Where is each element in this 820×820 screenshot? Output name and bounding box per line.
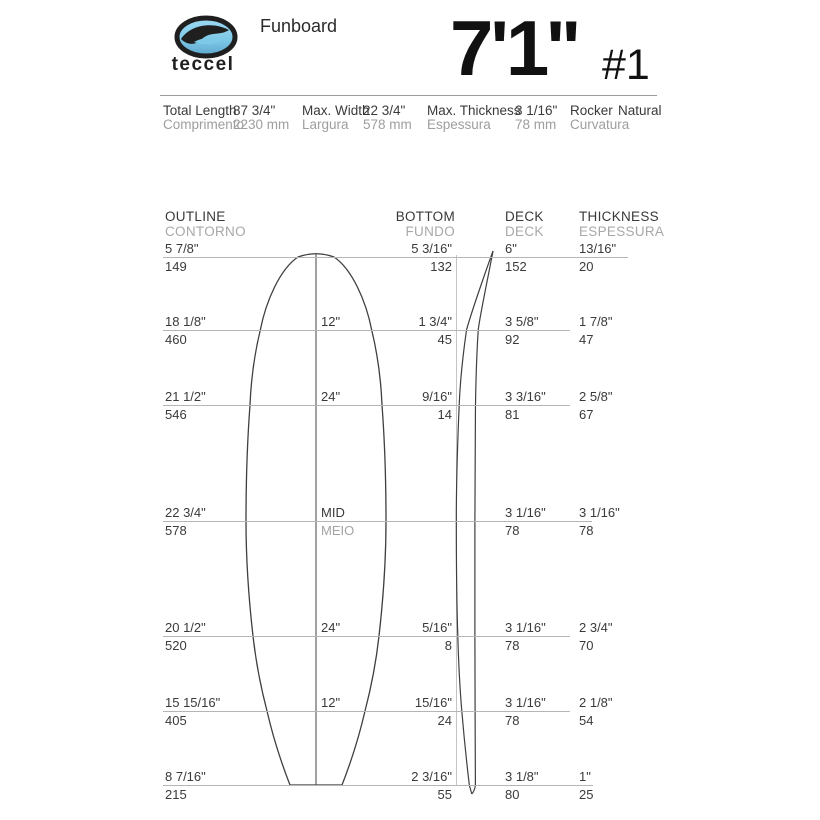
spec-max-thickness-label-pt: Espessura xyxy=(427,117,491,132)
thickness-inches: 1 7/8" xyxy=(579,314,613,329)
bottom-rocker-mm: 14 xyxy=(437,407,452,422)
bottom-rocker-mm: 24 xyxy=(437,713,452,728)
spec-total-length-metric: 2230 mm xyxy=(233,117,290,132)
board-number: #1 xyxy=(602,41,650,89)
station-label: 24" xyxy=(321,389,341,404)
spec-rocker-label-pt: Curvatura xyxy=(570,117,630,132)
spec-rocker-label: Rocker xyxy=(570,103,613,118)
deck-height-inches: 3 1/16" xyxy=(505,620,546,635)
outline-width-mm: 520 xyxy=(165,638,187,653)
column-header-thickness: THICKNESS xyxy=(579,209,659,224)
spec-max-width-value: 22 3/4" xyxy=(363,103,406,118)
deck-height-mm: 152 xyxy=(505,259,527,274)
outline-width-mm: 546 xyxy=(165,407,187,422)
column-header-bottom-pt: FUNDO xyxy=(405,224,455,239)
station-label-pt: MEIO xyxy=(321,523,355,538)
thickness-mm: 67 xyxy=(579,407,594,422)
outline-width-inches: 5 7/8" xyxy=(165,241,199,256)
column-header-outline-pt: CONTORNO xyxy=(165,224,246,239)
measurement-line xyxy=(163,405,570,406)
deck-height-mm: 78 xyxy=(505,638,520,653)
spec-max-thickness-label: Max. Thickness xyxy=(427,103,521,118)
measurement-line xyxy=(163,330,570,331)
spec-rocker-value: Natural xyxy=(618,103,662,118)
measurement-line xyxy=(163,785,593,786)
station-label: MID xyxy=(321,505,345,520)
outline-width-mm: 215 xyxy=(165,787,187,802)
deck-height-inches: 3 1/16" xyxy=(505,695,546,710)
station-label: 12" xyxy=(321,695,341,710)
deck-height-mm: 92 xyxy=(505,332,520,347)
spec-max-thickness-metric: 78 mm xyxy=(515,117,557,132)
outline-width-inches: 18 1/8" xyxy=(165,314,206,329)
column-header-bottom: BOTTOM xyxy=(395,209,455,224)
measurement-line xyxy=(163,257,628,258)
bottom-rocker-inches: 5/16" xyxy=(422,620,452,635)
thickness-inches: 3 1/16" xyxy=(579,505,620,520)
outline-width-inches: 20 1/2" xyxy=(165,620,206,635)
bottom-rocker-mm: 45 xyxy=(437,332,452,347)
deck-height-mm: 78 xyxy=(505,523,520,538)
board-size-title: 7'1'' xyxy=(450,4,578,92)
outline-width-mm: 149 xyxy=(165,259,187,274)
bottom-rocker-inches: 9/16" xyxy=(422,389,452,404)
spec-max-thickness-value: 3 1/16" xyxy=(515,103,558,118)
outline-width-inches: 15 15/16" xyxy=(165,695,221,710)
spec-max-width-label-pt: Largura xyxy=(302,117,349,132)
bottom-rocker-mm: 55 xyxy=(437,787,452,802)
deck-height-inches: 3 3/16" xyxy=(505,389,546,404)
model-name: Funboard xyxy=(260,16,338,36)
spec-total-length-value: 87 3/4" xyxy=(233,103,276,118)
column-header-deck-pt: DECK xyxy=(505,224,544,239)
outline-width-inches: 22 3/4" xyxy=(165,505,206,520)
measurement-line xyxy=(163,521,592,522)
deck-height-inches: 6" xyxy=(505,241,517,256)
bottom-rocker-inches: 15/16" xyxy=(414,695,452,710)
logo-wordmark: teccel xyxy=(171,54,235,75)
outline-width-inches: 8 7/16" xyxy=(165,769,206,784)
deck-height-inches: 3 1/16" xyxy=(505,505,546,520)
deck-height-mm: 80 xyxy=(505,787,520,802)
thickness-mm: 70 xyxy=(579,638,594,653)
outline-width-mm: 460 xyxy=(165,332,187,347)
column-header-outline: OUTLINE xyxy=(165,209,226,224)
outline-width-mm: 578 xyxy=(165,523,187,538)
thickness-mm: 54 xyxy=(579,713,594,728)
spec-max-width-metric: 578 mm xyxy=(363,117,412,132)
thickness-mm: 78 xyxy=(579,523,594,538)
deck-height-inches: 3 5/8" xyxy=(505,314,539,329)
station-label: 12" xyxy=(321,314,341,329)
bottom-rocker-inches: 5 3/16" xyxy=(411,241,452,256)
measurement-line xyxy=(163,711,570,712)
deck-height-mm: 81 xyxy=(505,407,520,422)
column-header-thickness-pt: ESPESSURA xyxy=(579,224,665,239)
thickness-inches: 2 3/4" xyxy=(579,620,613,635)
station-label: 24" xyxy=(321,620,341,635)
bottom-rocker-mm: 8 xyxy=(444,638,452,653)
bottom-rocker-inches: 1 3/4" xyxy=(418,314,452,329)
deck-height-inches: 3 1/8" xyxy=(505,769,539,784)
bottom-rocker-mm: 132 xyxy=(430,259,452,274)
column-header-deck: DECK xyxy=(505,209,544,224)
spec-total-length-label-pt: Comprimento xyxy=(163,117,245,132)
bottom-rocker-inches: 2 3/16" xyxy=(411,769,452,784)
thickness-inches: 1" xyxy=(579,769,591,784)
thickness-mm: 47 xyxy=(579,332,594,347)
outline-width-mm: 405 xyxy=(165,713,187,728)
thickness-mm: 25 xyxy=(579,787,594,802)
thickness-inches: 2 5/8" xyxy=(579,389,613,404)
thickness-inches: 2 1/8" xyxy=(579,695,613,710)
thickness-mm: 20 xyxy=(579,259,594,274)
profile-deck-curve xyxy=(472,251,493,794)
outline-width-inches: 21 1/2" xyxy=(165,389,206,404)
measurement-line xyxy=(163,636,570,637)
spec-max-width-label: Max. Width xyxy=(302,103,370,118)
thickness-inches: 13/16" xyxy=(579,241,617,256)
deck-height-mm: 78 xyxy=(505,713,520,728)
spec-total-length-label: Total Length xyxy=(163,103,237,118)
